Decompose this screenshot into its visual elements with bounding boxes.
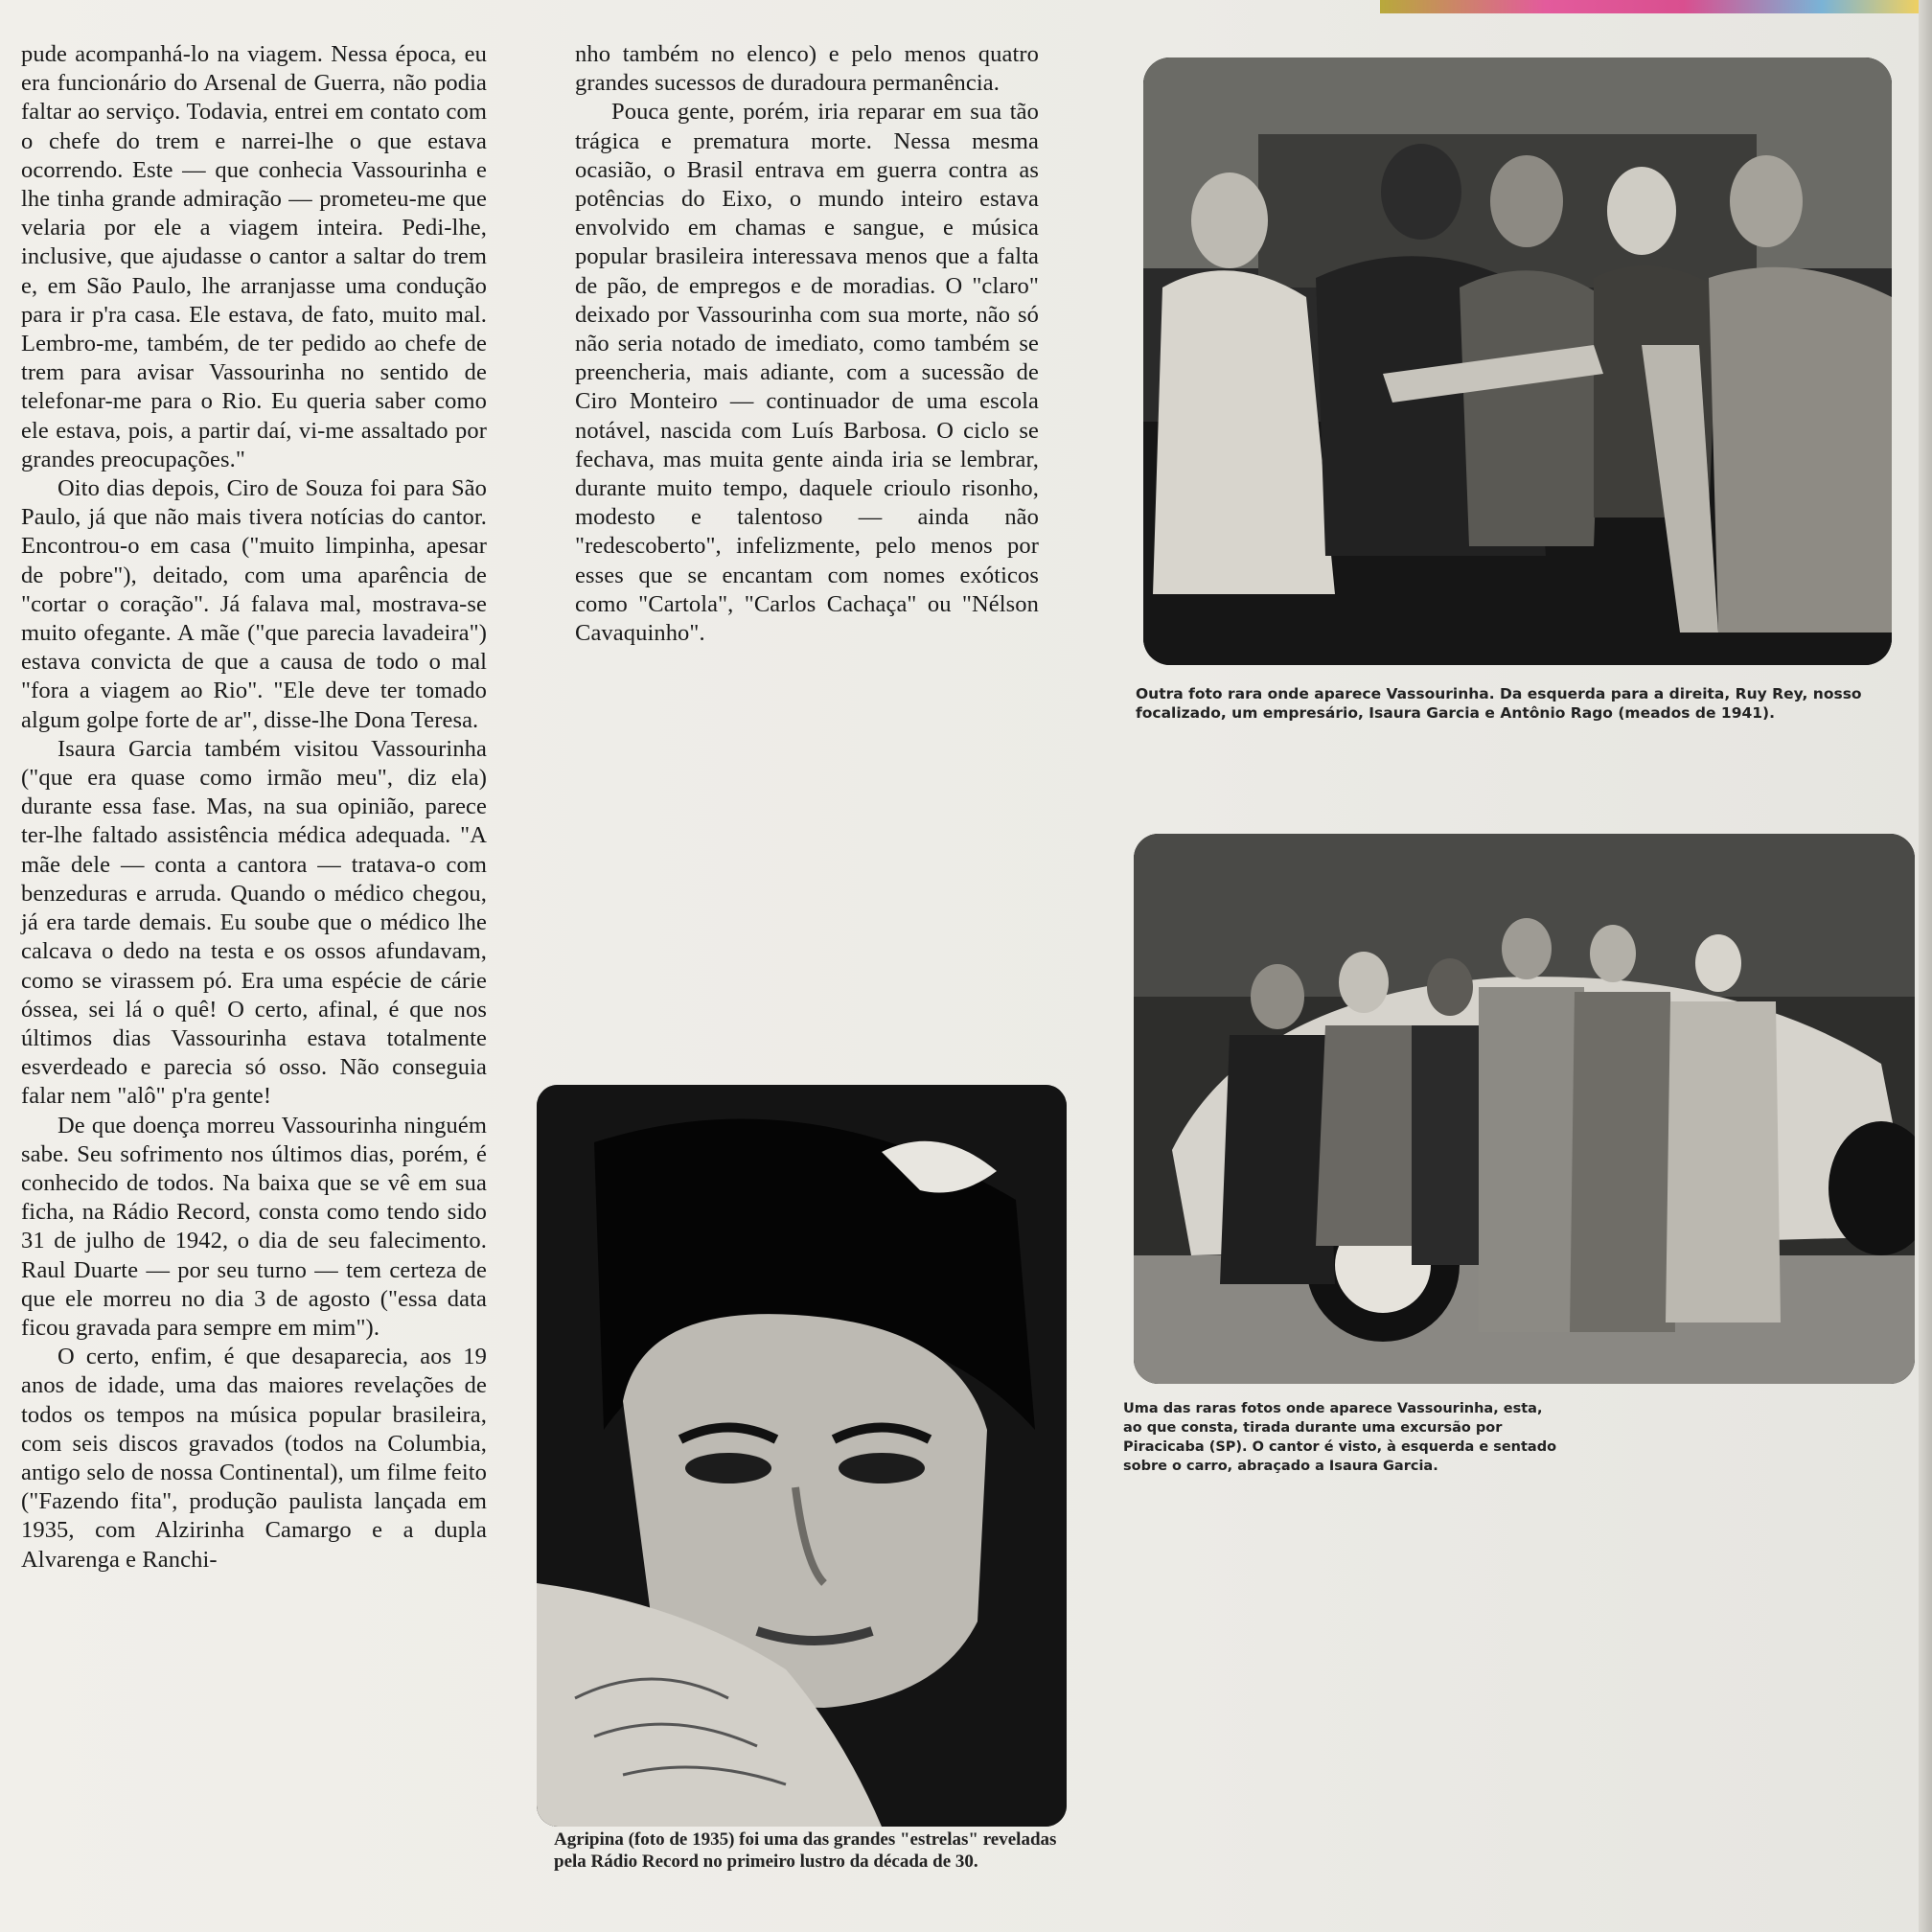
paragraph: nho também no elenco) e pelo menos quatro grandes sucessos de duradoura permanência. [575,41,1039,97]
caption-photo-3: Agripina (foto de 1935) foi uma das grandes "estrelas" reveladas pela Rádio Record no primeiro lustro da década de 30. [554,1829,1057,1872]
paragraph: Isaura Garcia também visitou Vassourinha ("que era quase como irmão meu", diz ela) durante essa fase. Mas, na sua opinião, parece ter-lhe faltado assistência médica adequada. "A mãe dele — conta a cantora — tratava-o com benzeduras e arruda. Quando o médico chegou, já era tarde demais. Eu soube que o médico lhe calcava o dedo na testa e os ossos afundavam, como se virassem pó. Era uma espécie de cárie óssea, sei lá o quê! O certo, afinal, é que nos últimos dias Vassourinha estava totalmente esverdeado e parecia só osso. Não conseguia falar nem "alô" p'ra gente! [21,735,487,1110]
facing-page-edge [1380,0,1932,13]
paragraph: O certo, enfim, é que desaparecia, aos 19 anos de idade, uma das maiores revelações de todos os tempos na música popular brasileira, com seis discos gravados (todos na Columbia, antigo selo de nossa Continental), um filme feito ("Fazendo fita", produção paulista lançada em 1935, com Alzirinha Camargo e a dupla Alvarenga e Ranchi- [21,1344,487,1573]
paragraph: Oito dias depois, Ciro de Souza foi para São Paulo, já que não mais tivera notícias do cantor. Encontrou-o em casa ("muito limpinha, apesar de pobre"), deitado, com uma aparência de "cortar o coração". Já falava mal, mostrava-se muito ofegante. A mãe ("que parecia lavadeira") estava convicta de que a causa de todo o mal "fora a viagem ao Rio". "Ele deve ter tomado algum golpe forte de ar", disse-lhe Dona Teresa. [21,475,487,733]
text-column-left [21,40,487,1575]
group-photo-car [1134,834,1915,1384]
paragraph: Pouca gente, porém, iria reparar em sua tão trágica e prematura morte. Nessa mesma ocasião, o Brasil entrava em guerra contra as potências do Eixo, o mundo inteiro estava envolvido em chamas e sangue, e música popular brasileira interessava menos que a falta de pão, de empregos e de moradias. O "claro" deixado por Vassourinha com sua morte, não só não seria notado de imediato, como também se preencheria, mais adiante, com a sucessão de Ciro Monteiro — continuador de uma escola notável, nascida com Luís Barbosa. O ciclo se fechava, mas muita gente ainda iria se lembrar, durante muito tempo, daquele crioulo risonho, modesto e talentoso — ainda não "redescoberto", infelizmente, pelo menos por esses que se encantam com nomes exóticos como "Cartola", "Carlos Cachaça" ou "Nélson Cavaquinho". [575,99,1039,647]
caption-photo-1: Outra foto rara onde aparece Vassourinha. Da esquerda para a direita, Ruy Rey, nosso focalizado, um empresário, Isaura Garcia e Antônio Rago (meados de 1941). [1136,685,1862,722]
caption-photo-2: Uma das raras fotos onde aparece Vassourinha, esta, ao que consta, tirada durante uma excursão por Piracicaba (SP). O cantor é visto, à esquerda e sentado sobre o carro, abraçado a Isaura Garcia. [1123,1401,1557,1474]
paragraph: De que doença morreu Vassourinha ninguém sabe. Seu sofrimento nos últimos dias, porém, é conhecido de todos. Na baixa que se vê em sua ficha, na Rádio Record, consta como tendo sido 31 de julho de 1942, o dia de seu falecimento. Raul Duarte — por seu turno — tem certeza de que ele morreu no dia 3 de agosto ("essa data ficou gravada para sempre em mim"). [21,1112,487,1341]
portrait-photo-agripina [537,1085,1067,1827]
paragraph: pude acompanhá-lo na viagem. Nessa época, eu era funcionário do Arsenal de Guerra, não podia faltar ao serviço. Todavia, entrei em contato com o chefe do trem e narrei-lhe o que estava ocorrendo. Este — que conhecia Vassourinha e lhe tinha grande admiração — prometeu-me que velaria por ele a viagem inteira. Pedi-lhe, inclusive, que ajudasse o cantor a saltar do trem e, em São Paulo, lhe arranjasse uma condução para ir p'ra casa. Ele estava, de fato, muito mal. Lembro-me, também, de ter pedido ao chefe de trem para avisar Vassourinha no sentido de telefonar-me para o Rio. Eu queria saber como ele estava, pois, a partir daí, vi-me assaltado por grandes preocupações." [21,41,487,472]
text-column-middle [575,40,1039,648]
page-spine-shadow [1919,0,1932,1932]
group-photo-sofa [1143,58,1892,665]
